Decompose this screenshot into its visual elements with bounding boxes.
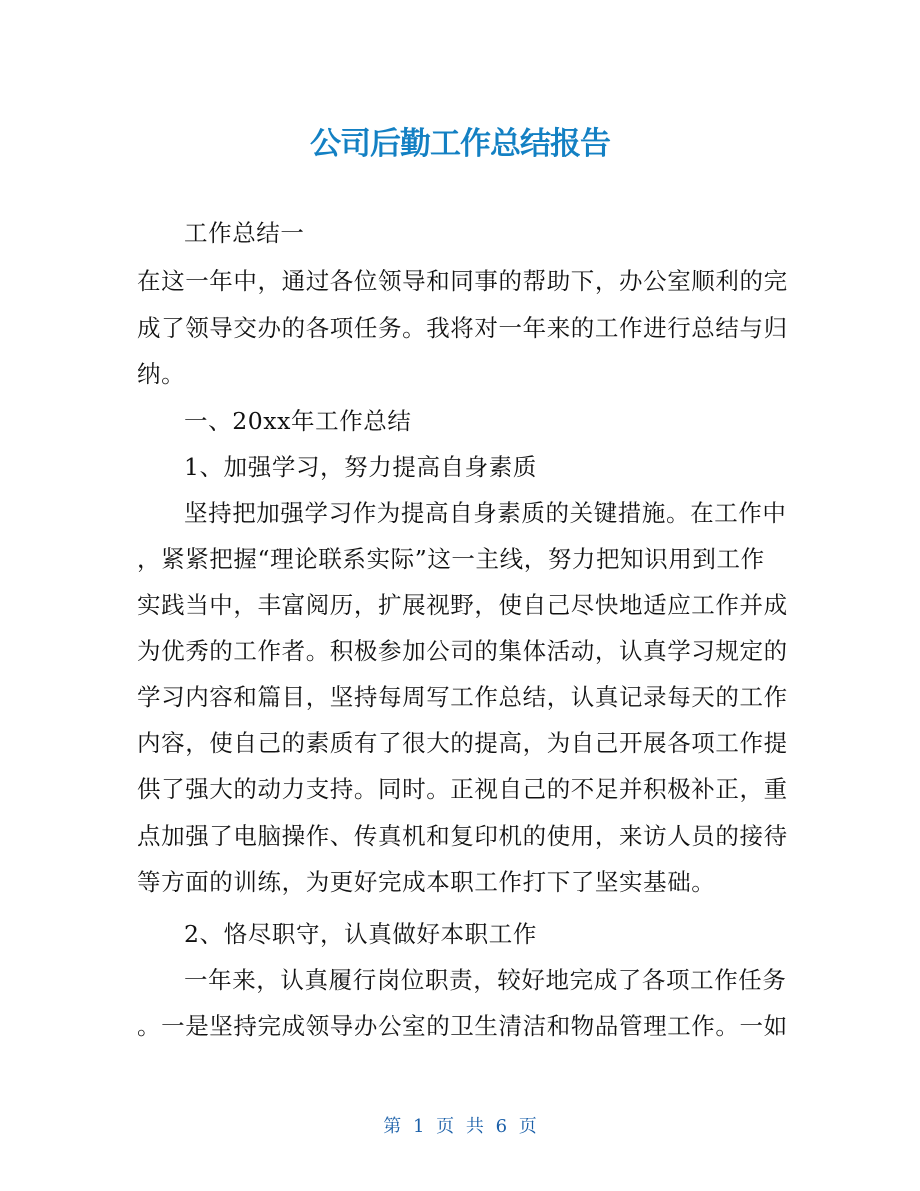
paragraph-line: 为优秀的工作者。积极参加公司的集体活动，认真学习规定的 bbox=[137, 637, 788, 665]
page-footer: 第 1 页 共 6 页 bbox=[383, 1116, 537, 1137]
paragraph-line: 一年来，认真履行岗位职责，较好地完成了各项工作任务 bbox=[184, 966, 787, 994]
paragraph-line: 坚持把加强学习作为提高自身素质的关键措施。在工作中 bbox=[184, 499, 787, 527]
document-title: 公司后勤工作总结报告 bbox=[310, 126, 610, 162]
section-label: 工作总结一 bbox=[184, 219, 305, 247]
paragraph-line: 在这一年中，通过各位领导和同事的帮助下，办公室顺利的完 bbox=[137, 267, 788, 295]
paragraph-line: 。一是坚持完成领导办公室的卫生清洁和物品管理工作。一如 bbox=[137, 1012, 788, 1040]
heading-2: 1、加强学习，努力提高自身素质 bbox=[184, 453, 537, 481]
paragraph-line: 纳。 bbox=[137, 360, 186, 388]
paragraph-line: ，紧紧把握“理论联系实际”这一主线，努力把知识用到工作 bbox=[137, 545, 765, 573]
paragraph-line: 实践当中，丰富阅历，扩展视野，使自己尽快地适应工作并成 bbox=[137, 591, 788, 619]
paragraph-line: 学习内容和篇目，坚持每周写工作总结，认真记录每天的工作 bbox=[137, 683, 788, 711]
paragraph-line: 供了强大的动力支持。同时。正视自己的不足并积极补正，重 bbox=[137, 775, 788, 803]
heading-1: 一、20xx年工作总结 bbox=[184, 407, 412, 435]
paragraph-line: 点加强了电脑操作、传真机和复印机的使用，来访人员的接待 bbox=[137, 822, 788, 850]
paragraph-line: 等方面的训练，为更好完成本职工作打下了坚实基础。 bbox=[137, 868, 716, 896]
paragraph-line: 内容，使自己的素质有了很大的提高，为自己开展各项工作提 bbox=[137, 729, 788, 757]
paragraph-line: 成了领导交办的各项任务。我将对一年来的工作进行总结与归 bbox=[137, 314, 788, 342]
heading-2: 2、恪尽职守，认真做好本职工作 bbox=[184, 920, 537, 948]
